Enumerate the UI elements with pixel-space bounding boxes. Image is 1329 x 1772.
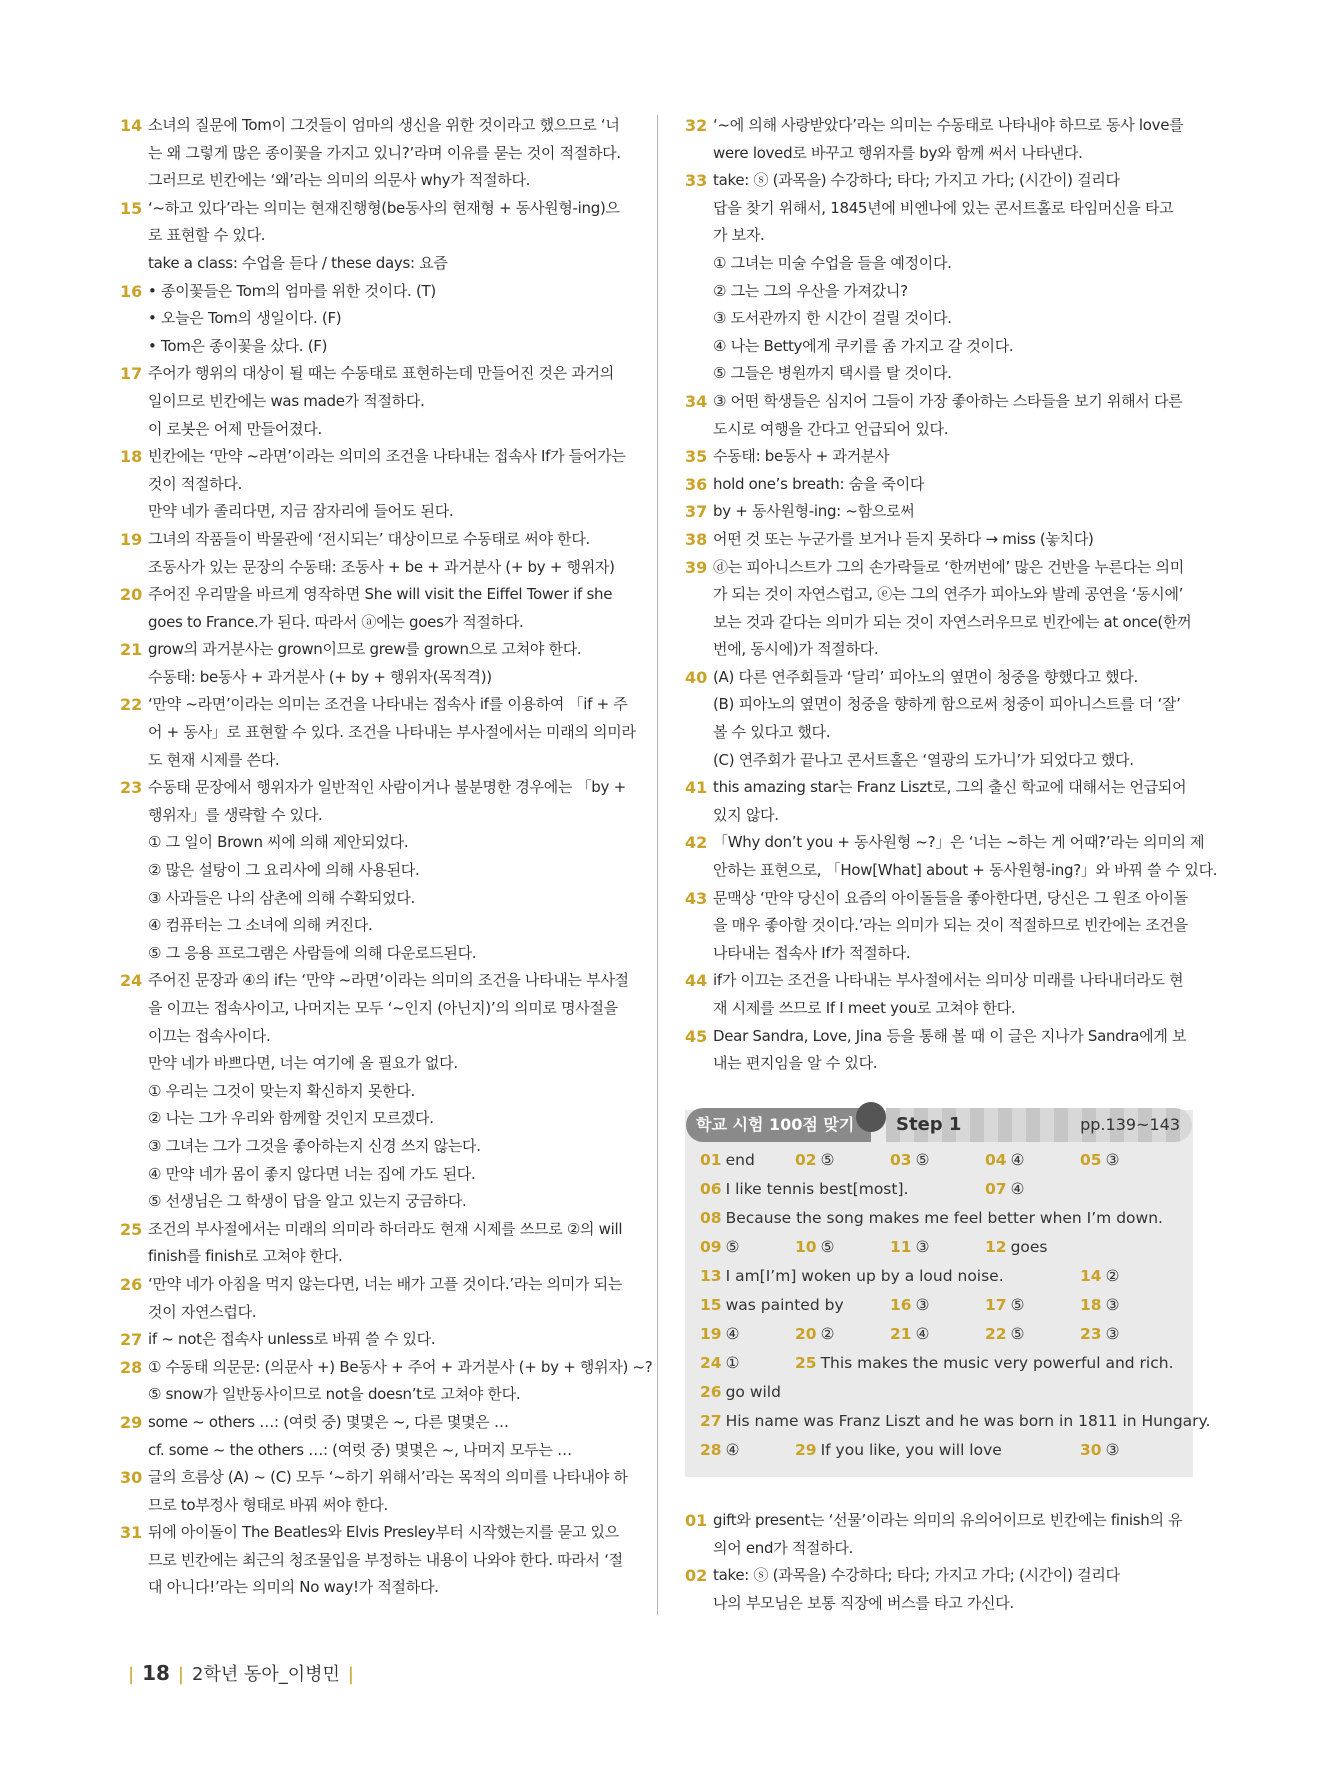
explanation-line: Dear Sandra, Love, Jina 등을 통해 볼 때 이 글은 지나가 Sandra에게 보: [713, 1026, 1187, 1045]
answer-number: 25: [795, 1354, 817, 1372]
answer-text: ③: [915, 1238, 930, 1256]
explanation-item: [685, 1562, 1195, 1617]
explanation-line: ⑤ 그들은 병원까지 택시를 탈 것이다.: [713, 364, 952, 383]
explanation-item: [120, 526, 630, 581]
column-divider: [657, 115, 658, 1615]
answer-entry: [1080, 1295, 1119, 1315]
answer-number: 15: [700, 1296, 722, 1314]
answer-text: I am[I’m] woken up by a loud noise.: [725, 1267, 1004, 1285]
explanation-line: 답을 찾기 위해서, 1845년에 비엔나에 있는 콘서트홀로 타임머신을 타고: [713, 198, 1174, 217]
item-number: 24: [120, 971, 143, 991]
item-number: 25: [120, 1219, 143, 1239]
explanation-line: ① 수동태 의문문: (의문사 +) Be동사 + 주어 + 과거분사 (+ by + 행위자) ~?: [148, 1357, 653, 1376]
explanation-item: [120, 443, 630, 526]
item-number: 34: [685, 391, 708, 411]
answer-text: was painted by: [725, 1296, 844, 1314]
item-number: 01: [685, 1511, 708, 1530]
explanation-line: 있지 않다.: [713, 805, 779, 824]
explanation-line: were loved로 바꾸고 행위자를 by와 함께 써서 나타낸다.: [713, 143, 1083, 162]
explanation-line: 행위자」를 생략할 수 있다.: [148, 805, 323, 824]
explanation-line: 만약 네가 바쁘다면, 너는 여기에 올 필요가 없다.: [148, 1054, 458, 1073]
explanation-line: 도시로 여행을 간다고 언급되어 있다.: [713, 419, 949, 438]
after-box-explanations: [685, 1507, 1195, 1617]
explanation-line: take a class: 수업을 듣다 / these days: 요즘: [148, 253, 448, 272]
item-number: 29: [120, 1412, 143, 1432]
item-number: 23: [120, 778, 143, 798]
answer-text: ④: [725, 1441, 740, 1459]
explanation-line: ⑤ snow가 일반동사이므로 not을 doesn’t로 고쳐야 한다.: [148, 1385, 521, 1404]
answer-number: 22: [985, 1325, 1007, 1343]
answer-text: This makes the music very powerful and rich.: [820, 1354, 1174, 1372]
item-number: 38: [685, 529, 708, 549]
item-number: 02: [685, 1566, 708, 1586]
explanation-line: ① 그녀는 미술 수업을 들을 예정이다.: [713, 253, 952, 272]
explanation-item: [685, 526, 1195, 554]
explanation-line: 안하는 표현으로, 「How[What] about + 동사원형-ing?」와 바꿔 쓸 수 있다.: [713, 861, 1218, 880]
explanation-item: [120, 1326, 630, 1354]
explanation-line: ② 나는 그가 우리와 함께할 것인지 모르겠다.: [148, 1109, 434, 1128]
item-number: 30: [120, 1468, 143, 1488]
item-number: 20: [120, 585, 143, 605]
explanation-line: 것이 적절하다.: [148, 474, 243, 493]
item-number: 44: [685, 971, 708, 991]
answer-entry: [890, 1295, 929, 1315]
explanation-item: [685, 388, 1195, 443]
answer-number: 04: [985, 1151, 1007, 1169]
answer-entry: [795, 1237, 834, 1257]
explanation-line: 빈칸에는 ‘만약 ~라면’이라는 의미의 조건을 나타내는 접속사 If가 들어가는: [148, 447, 626, 466]
answer-number: 26: [700, 1383, 722, 1401]
page-range: pp.139~143: [1080, 1115, 1180, 1134]
item-number: 32: [685, 116, 708, 135]
left-column: [120, 112, 653, 1602]
explanation-item: [685, 829, 1218, 884]
explanation-line: 그녀의 작품들이 박물관에 ‘전시되는’ 대상이므로 수동태로 써야 한다.: [148, 529, 591, 548]
item-number: 17: [120, 364, 143, 384]
answer-entry: [1080, 1150, 1119, 1170]
explanation-line: 만약 네가 졸리다면, 지금 잠자리에 들어도 된다.: [148, 502, 454, 521]
answer-number: 01: [700, 1151, 722, 1169]
item-number: 26: [120, 1274, 143, 1294]
answer-text: goes: [1010, 1238, 1048, 1256]
answer-number: 23: [1080, 1325, 1102, 1343]
answer-entry: [700, 1382, 781, 1402]
answer-number: 29: [795, 1441, 817, 1459]
explanation-line: ② 많은 설탕이 그 요리사에 의해 사용된다.: [148, 861, 420, 880]
answer-text: go wild: [725, 1383, 781, 1401]
explanation-line: goes to France.가 된다. 따라서 ⓐ에는 goes가 적절하다.: [148, 612, 524, 631]
answer-entry: [700, 1208, 1163, 1228]
answer-text: ③: [1105, 1296, 1120, 1314]
explanation-item: [120, 636, 630, 691]
answer-entry: [700, 1440, 739, 1460]
explanation-item: [685, 885, 1195, 968]
explanation-line: ‘~에 의해 사랑받았다’라는 의미는 수동태로 나타내야 하므로 동사 love를: [713, 116, 1184, 134]
answer-entry: [1080, 1324, 1119, 1344]
explanation-line: 일이므로 빈칸에는 was made가 적절하다.: [148, 391, 425, 410]
answer-number: 24: [700, 1354, 722, 1372]
page-number: 18: [142, 1661, 170, 1685]
answer-text: Because the song makes me feel better when I’m down.: [725, 1209, 1163, 1227]
explanation-item: [120, 1271, 630, 1326]
answer-entry: [985, 1150, 1024, 1170]
answer-entry: [700, 1150, 755, 1170]
answer-text: If you like, you will love: [820, 1441, 1002, 1459]
answer-entry: [890, 1324, 929, 1344]
item-number: 21: [120, 640, 143, 660]
item-number: 45: [685, 1026, 708, 1046]
item-number: 28: [120, 1357, 143, 1377]
answer-text: ④: [1010, 1180, 1025, 1198]
explanation-item: [685, 1023, 1195, 1078]
explanation-line: 을 매우 좋아할 것이다.’라는 의미가 되는 것이 적절하므로 빈칸에는 조건을: [713, 916, 1188, 935]
explanation-line: • 오늘은 Tom의 생일이다. (F): [148, 309, 342, 328]
answer-text: His name was Franz Liszt and he was born in 1811 in Hungary.: [725, 1412, 1211, 1430]
explanation-line: by + 동사원형-ing: ~함으로써: [713, 502, 915, 521]
explanation-line: 가 보자.: [713, 226, 765, 245]
answer-entry: [795, 1324, 834, 1344]
item-number: 15: [120, 198, 143, 218]
explanation-line: this amazing star는 Franz Liszt로, 그의 출신 학교에 대해서는 언급되어: [713, 778, 1187, 797]
explanation-line: 뒤에 아이돌이 The Beatles와 Elvis Presley부터 시작했는지를 묻고 있으: [148, 1523, 619, 1542]
answer-text: ⑤: [1010, 1325, 1025, 1343]
explanation-line: ⑤ 선생님은 그 학생이 답을 알고 있는지 궁금하다.: [148, 1192, 467, 1211]
explanation-line: ③ 사과들은 나의 삼촌에 의해 수확되었다.: [148, 888, 415, 907]
explanation-item: [120, 1464, 630, 1519]
explanation-line: 이 로봇은 어제 만들어졌다.: [148, 419, 322, 438]
box-tab-title: 학교 시험 100점 맞기: [686, 1108, 871, 1142]
answer-entry: [795, 1150, 834, 1170]
answer-box-header: [686, 1108, 1192, 1142]
explanation-line: • Tom은 종이꽃을 샀다. (F): [148, 336, 328, 355]
item-number: 39: [685, 557, 708, 577]
explanation-line: (A) 다른 연주회들과 ‘달리’ 피아노의 옆면이 청중을 향했다고 했다.: [713, 667, 1138, 686]
answer-entry: [1080, 1266, 1119, 1286]
right-column: [685, 112, 1218, 1078]
explanation-line: 문맥상 ‘만약 당신이 요즘의 아이돌들을 좋아한다면, 당신은 그 원조 아이돌: [713, 888, 1188, 907]
explanation-line: 그러므로 빈칸에는 ‘왜’라는 의미의 의문사 why가 적절하다.: [148, 171, 531, 190]
item-number: 19: [120, 529, 143, 549]
answer-text: ③: [1105, 1325, 1120, 1343]
item-number: 41: [685, 778, 708, 798]
explanation-item: [120, 691, 636, 774]
item-number: 42: [685, 833, 708, 853]
answer-text: end: [725, 1151, 755, 1169]
explanation-line: 보는 것과 같다는 의미가 되는 것이 자연스러우므로 빈칸에는 at once(한꺼: [713, 612, 1192, 631]
explanation-line: ‘~하고 있다’라는 의미는 현재진행형(be동사의 현재형 + 동사원형-ing)으: [148, 198, 620, 217]
answer-text: ③: [915, 1296, 930, 1314]
item-number: 22: [120, 695, 143, 715]
explanation-line: 조동사가 있는 문장의 수동태: 조동사 + be + 과거분사 (+ by + 행위자): [148, 557, 615, 576]
explanation-line: if가 이끄는 조건을 나타내는 부사절에서는 의미상 미래를 나타내더라도 현: [713, 971, 1184, 990]
explanation-item: [120, 1216, 630, 1271]
answer-number: 07: [985, 1180, 1007, 1198]
explanation-line: some ~ others …: (여럿 중) 몇몇은 ~, 다른 몇몇은 …: [148, 1412, 509, 1431]
explanation-line: ① 우리는 그것이 맞는지 확신하지 못한다.: [148, 1081, 415, 1100]
answer-number: 18: [1080, 1296, 1102, 1314]
explanation-line: ④ 컴퓨터는 그 소녀에 의해 켜진다.: [148, 916, 373, 935]
explanation-line: ③ 도서관까지 한 시간이 걸릴 것이다.: [713, 309, 952, 328]
explanation-line: take: ⓢ (과목을) 수강하다; 타다; 가지고 가다; (시간이) 걸리다: [713, 1566, 1120, 1585]
answer-text: ④: [725, 1325, 740, 1343]
answer-entry: [985, 1237, 1048, 1257]
answer-entry: [700, 1411, 1210, 1431]
answer-text: ⑤: [820, 1151, 835, 1169]
answer-text: ③: [1105, 1151, 1120, 1169]
answer-number: 06: [700, 1180, 722, 1198]
answer-entry: [700, 1237, 739, 1257]
answer-number: 13: [700, 1267, 722, 1285]
explanation-line: 내는 편지임을 알 수 있다.: [713, 1054, 878, 1073]
item-number: 43: [685, 888, 708, 908]
explanation-line: ‘만약 네가 아침을 먹지 않는다면, 너는 배가 고플 것이다.’라는 의미가 되는: [148, 1274, 623, 1293]
explanation-line: 나의 부모님은 보통 직장에 버스를 타고 가신다.: [713, 1593, 1014, 1612]
answer-entry: [700, 1266, 1004, 1286]
explanation-item: [120, 195, 630, 278]
explanation-item: [120, 774, 630, 967]
explanation-item: [685, 1507, 1195, 1562]
item-number: 27: [120, 1330, 143, 1350]
answer-number: 09: [700, 1238, 722, 1256]
item-number: 35: [685, 447, 708, 467]
item-number: 16: [120, 281, 143, 301]
explanation-line: ‘만약 ~라면’이라는 의미는 조건을 나타내는 접속사 if를 이용하여 「if + 주: [148, 695, 628, 714]
explanation-item: [685, 774, 1195, 829]
explanation-item: [120, 278, 630, 361]
answer-entry: [890, 1150, 929, 1170]
explanation-line: ③ 그녀는 그가 그것을 좋아하는지 신경 쓰지 않는다.: [148, 1136, 481, 1155]
answer-text: ③: [1105, 1441, 1120, 1459]
explanation-item: [120, 1409, 630, 1464]
answer-number: 05: [1080, 1151, 1102, 1169]
explanation-item: [685, 664, 1195, 774]
item-number: 18: [120, 447, 143, 467]
explanation-line: (C) 연주회가 끝나고 콘서트홀은 ‘열광의 도가니’가 되었다고 했다.: [713, 750, 1134, 769]
answer-number: 14: [1080, 1267, 1102, 1285]
answer-number: 03: [890, 1151, 912, 1169]
answer-number: 30: [1080, 1441, 1102, 1459]
explanation-line: ③ 어떤 학생들은 심지어 그들이 가장 좋아하는 스타들을 보기 위해서 다른: [713, 391, 1183, 410]
explanation-line: (B) 피아노의 옆면이 청중을 향하게 함으로써 청중이 피아니스트를 더 ‘잘’: [713, 695, 1181, 714]
answer-entry: [700, 1324, 739, 1344]
explanation-line: 것이 자연스럽다.: [148, 1302, 257, 1321]
explanation-line: 을 이끄는 접속사이고, 나머지는 모두 ‘~인지 (아닌지)’의 의미로 명사절을: [148, 999, 618, 1017]
explanation-line: finish를 finish로 고쳐야 한다.: [148, 1247, 343, 1266]
explanation-line: ④ 만약 네가 몸이 좋지 않다면 너는 집에 가도 된다.: [148, 1164, 476, 1183]
answer-entry: [985, 1295, 1024, 1315]
explanation-item: [685, 967, 1195, 1022]
explanation-line: if ~ not은 접속사 unless로 바꿔 쓸 수 있다.: [148, 1330, 436, 1349]
answer-entry: [1080, 1440, 1119, 1460]
explanation-line: 나타내는 접속사 If가 적절하다.: [713, 943, 911, 962]
explanation-item: [685, 443, 1195, 471]
answer-text: ⑤: [1010, 1296, 1025, 1314]
explanation-item: [685, 167, 1195, 388]
explanation-item: [685, 498, 1195, 526]
item-number: 36: [685, 474, 708, 494]
tab-dot-icon: [856, 1102, 886, 1132]
explanation-line: 가 되는 것이 자연스럽고, ⓔ는 그의 연주가 피아노와 발레 공연을 ‘동시에’: [713, 585, 1184, 604]
explanation-line: 므로 to부정사 형태로 바꿔 써야 한다.: [148, 1495, 388, 1514]
answer-number: 02: [795, 1151, 817, 1169]
explanation-line: take: ⓢ (과목을) 수강하다; 타다; 가지고 가다; (시간이) 걸리다: [713, 171, 1120, 190]
explanation-line: 조건의 부사절에서는 미래의 의미라 하더라도 현재 시제를 쓰므로 ②의 will: [148, 1219, 623, 1238]
answer-number: 19: [700, 1325, 722, 1343]
explanation-line: cf. some ~ the others …: (여럿 중) 몇몇은 ~, 나머지 모두는 …: [148, 1440, 572, 1459]
explanation-line: ① 그 일이 Brown 씨에 의해 제안되었다.: [148, 833, 409, 852]
answer-text: ②: [820, 1325, 835, 1343]
answer-number: 21: [890, 1325, 912, 1343]
explanation-item: [120, 1519, 630, 1602]
explanation-line: 의어 end가 적절하다.: [713, 1538, 854, 1557]
answer-number: 10: [795, 1238, 817, 1256]
answer-number: 12: [985, 1238, 1007, 1256]
explanation-item: [685, 471, 1195, 499]
answer-number: 11: [890, 1238, 912, 1256]
answer-entry: [700, 1353, 739, 1373]
answer-entry: [985, 1179, 1024, 1199]
explanation-line: 수동태: be동사 + 과거분사: [713, 447, 890, 466]
explanation-line: 주어진 문장과 ④의 if는 ‘만약 ~라면’이라는 의미의 조건을 나타내는 부사절: [148, 971, 629, 990]
explanation-line: 「Why don’t you + 동사원형 ~?」은 ‘너는 ~하는 게 어때?’라는 의미의 제: [713, 833, 1205, 852]
explanation-line: 므로 빈칸에는 최근의 청조물입을 부정하는 내용이 나와야 한다. 따라서 ‘절: [148, 1550, 623, 1569]
answer-entry: [795, 1440, 1002, 1460]
explanation-line: 로 표현할 수 있다.: [148, 226, 266, 245]
item-number: 31: [120, 1523, 143, 1543]
page-footer: | 18 | 2학년 동아_이병민 |: [128, 1661, 354, 1685]
step-label: Step 1: [896, 1114, 962, 1135]
explanation-item: [120, 112, 630, 195]
item-number: 40: [685, 667, 708, 687]
explanation-line: 주어진 우리말을 바르게 영작하면 She will visit the Eiffel Tower if she: [148, 585, 613, 604]
answer-entry: [985, 1324, 1024, 1344]
explanation-line: ⑤ 그 응용 프로그램은 사람들에 의해 다운로드된다.: [148, 943, 477, 962]
explanation-item: [685, 112, 1195, 167]
explanation-line: 주어가 행위의 대상이 될 때는 수동태로 표현하는데 만들어진 것은 과거의: [148, 364, 614, 383]
explanation-line: 대 아니다!’라는 의미의 No way!가 적절하다.: [148, 1578, 439, 1597]
explanation-line: 도 현재 시제를 쓴다.: [148, 750, 280, 769]
explanation-line: 글의 흐름상 (A) ~ (C) 모두 ‘~하기 위해서’라는 목적의 의미를 나타내야 하: [148, 1468, 628, 1487]
item-number: 14: [120, 116, 143, 135]
explanation-line: 볼 수 있다고 했다.: [713, 723, 831, 742]
explanation-line: 재 시제를 쓰므로 If I meet you로 고쳐야 한다.: [713, 999, 1016, 1017]
answer-number: 17: [985, 1296, 1007, 1314]
explanation-line: ⓓ는 피아니스트가 그의 손가락들로 ‘한꺼번에’ 많은 건반을 누른다는 의미: [713, 557, 1184, 576]
answer-number: 08: [700, 1209, 722, 1227]
answer-number: 20: [795, 1325, 817, 1343]
explanation-line: • 종이꽃들은 Tom의 엄마를 위한 것이다. (T): [148, 281, 436, 300]
answer-text: ⑤: [725, 1238, 740, 1256]
explanation-item: [120, 1354, 653, 1409]
answer-text: I like tennis best[most].: [725, 1180, 909, 1198]
explanation-line: 는 왜 그렇게 많은 종이꽃을 가지고 있니?’라며 이유를 묻는 것이 적절하다.: [148, 143, 621, 162]
answer-entry: [700, 1179, 908, 1199]
explanation-line: 어떤 것 또는 누군가를 보거나 듣지 못하다 → miss (놓치다): [713, 529, 1094, 548]
explanation-line: 소녀의 질문에 Tom이 그것들이 엄마의 생신을 위한 것이라고 했으므로 ‘너: [148, 116, 620, 134]
answer-number: 16: [890, 1296, 912, 1314]
explanation-line: 수동태: be동사 + 과거분사 (+ by + 행위자(목적격)): [148, 667, 492, 686]
explanation-line: 번에, 동시에)가 적절하다.: [713, 640, 879, 659]
explanation-line: grow의 과거분사는 grown이므로 grew를 grown으로 고쳐야 한다.: [148, 640, 582, 659]
answer-number: 27: [700, 1412, 722, 1430]
explanation-line: ② 그는 그의 우산을 가져갔니?: [713, 281, 908, 300]
explanation-item: [120, 360, 630, 443]
explanation-line: 어 + 동사」로 표현할 수 있다. 조건을 나타내는 부사절에서는 미래의 의미라: [148, 723, 636, 742]
explanation-line: gift와 present는 ‘선물’이라는 의미의 유의어이므로 빈칸에는 finish의 유: [713, 1511, 1183, 1529]
explanation-line: 수동태 문장에서 행위자가 일반적인 사람이거나 불분명한 경우에는 「by +: [148, 778, 626, 797]
answer-text: ⑤: [820, 1238, 835, 1256]
explanation-line: 이끄는 접속사이다.: [148, 1026, 271, 1045]
answer-entry: [890, 1237, 929, 1257]
item-number: 33: [685, 171, 708, 191]
explanation-item: [120, 581, 630, 636]
answer-entry: [700, 1295, 844, 1315]
explanation-item: [120, 967, 630, 1215]
answer-text: ②: [1105, 1267, 1120, 1285]
explanation-item: [685, 554, 1195, 664]
answer-text: ④: [1010, 1151, 1025, 1169]
explanation-line: hold one’s breath: 숨을 죽이다: [713, 474, 925, 493]
footer-title: 2학년 동아_이병민: [192, 1664, 340, 1685]
answer-text: ⑤: [915, 1151, 930, 1169]
answer-text: ④: [915, 1325, 930, 1343]
item-number: 37: [685, 502, 708, 522]
answer-number: 28: [700, 1441, 722, 1459]
answer-entry: [795, 1353, 1174, 1373]
answer-text: ①: [725, 1354, 740, 1372]
explanation-line: ④ 나는 Betty에게 쿠키를 좀 가지고 갈 것이다.: [713, 336, 1014, 355]
